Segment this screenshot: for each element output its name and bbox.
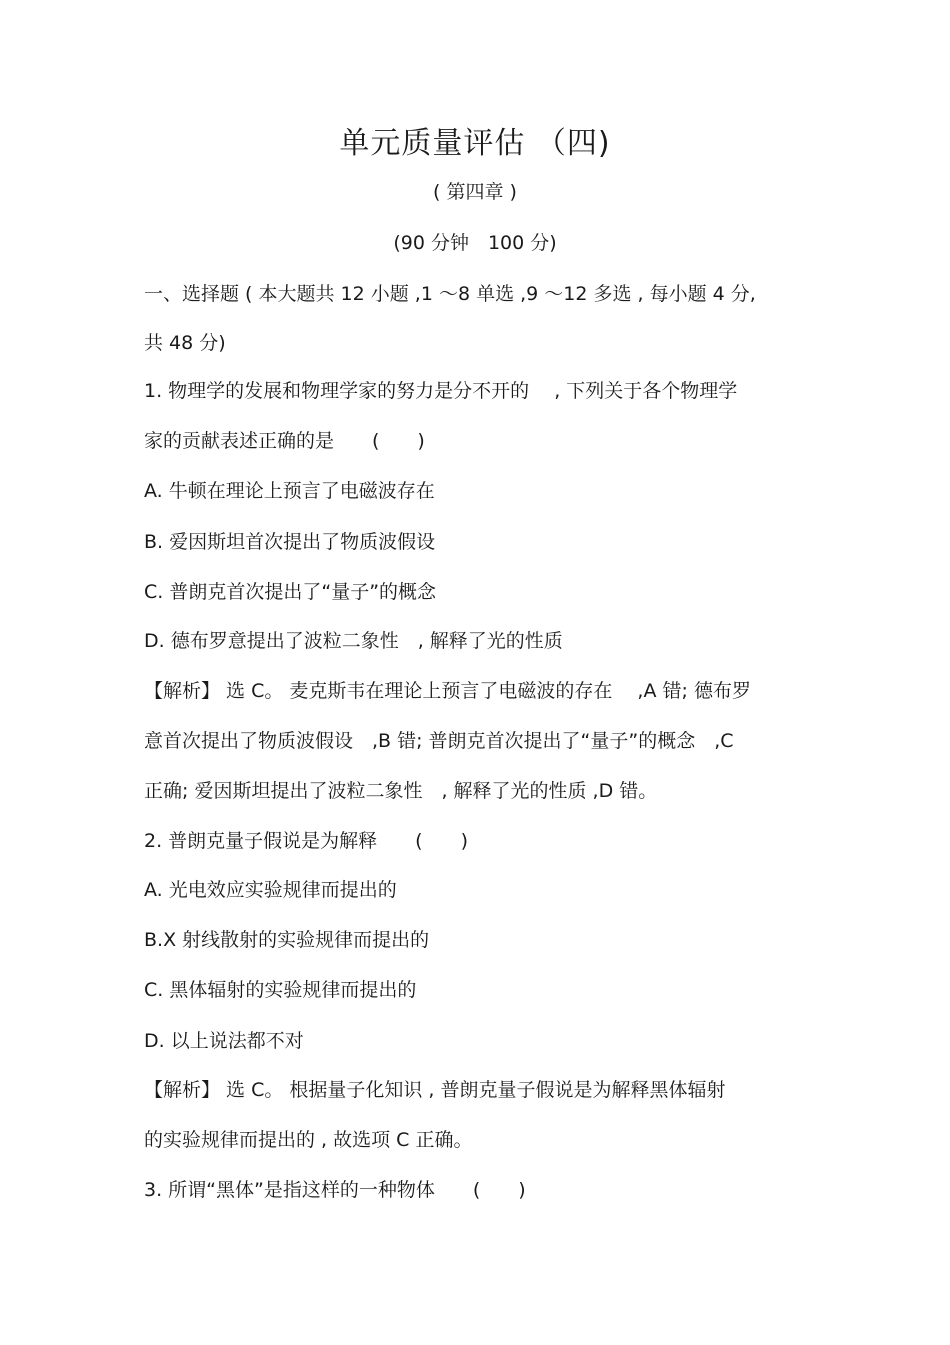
question-1-option-d: D. 德布罗意提出了波粒二象性 , 解释了光的性质 — [144, 630, 563, 652]
chapter-label: ( 第四章 ) — [433, 181, 517, 203]
question-2-analysis-line-2: 的实验规律而提出的 , 故选项 C 正确。 — [144, 1129, 473, 1151]
question-1-option-a: A. 牛顿在理论上预言了电磁波存在 — [144, 480, 435, 502]
question-2-analysis-line-1: 【解析】 选 C。 根据量子化知识 , 普朗克量子假说是为解释黑体辐射 — [144, 1079, 726, 1101]
time-score-label: (90 分钟 100 分) — [393, 232, 557, 254]
question-1-analysis-line-3: 正确; 爱因斯坦提出了波粒二象性 , 解释了光的性质 ,D 错。 — [144, 780, 658, 802]
question-2-stem: 2. 普朗克量子假说是为解释 ( ) — [144, 830, 468, 852]
question-2-option-a: A. 光电效应实验规律而提出的 — [144, 879, 397, 901]
section-heading-line-1: 一、选择题 ( 本大题共 12 小题 ,1 ～8 单选 ,9 ～12 多选 , 每小题 4 分, — [144, 283, 756, 305]
page-title: 单元质量评估 （四) — [339, 126, 611, 161]
question-2-option-d: D. 以上说法都不对 — [144, 1030, 304, 1052]
question-1-analysis-line-1: 【解析】 选 C。 麦克斯韦在理论上预言了电磁波的存在 ,A 错; 德布罗 — [144, 680, 751, 702]
section-heading-line-2: 共 48 分) — [144, 332, 226, 354]
question-1-option-b: B. 爱因斯坦首次提出了物质波假设 — [144, 531, 436, 553]
question-1-stem-line-1: 1. 物理学的发展和物理学家的努力是分不开的 , 下列关于各个物理学 — [144, 380, 738, 402]
question-1-option-c: C. 普朗克首次提出了“量子”的概念 — [144, 581, 437, 603]
question-3-stem: 3. 所谓“黑体”是指这样的一种物体 ( ) — [144, 1179, 526, 1201]
question-2-option-c: C. 黑体辐射的实验规律而提出的 — [144, 979, 417, 1001]
question-2-option-b: B.X 射线散射的实验规律而提出的 — [144, 929, 430, 951]
question-1-analysis-line-2: 意首次提出了物质波假设 ,B 错; 普朗克首次提出了“量子”的概念 ,C — [144, 730, 734, 752]
question-1-stem-line-2: 家的贡献表述正确的是 ( ) — [144, 430, 425, 452]
